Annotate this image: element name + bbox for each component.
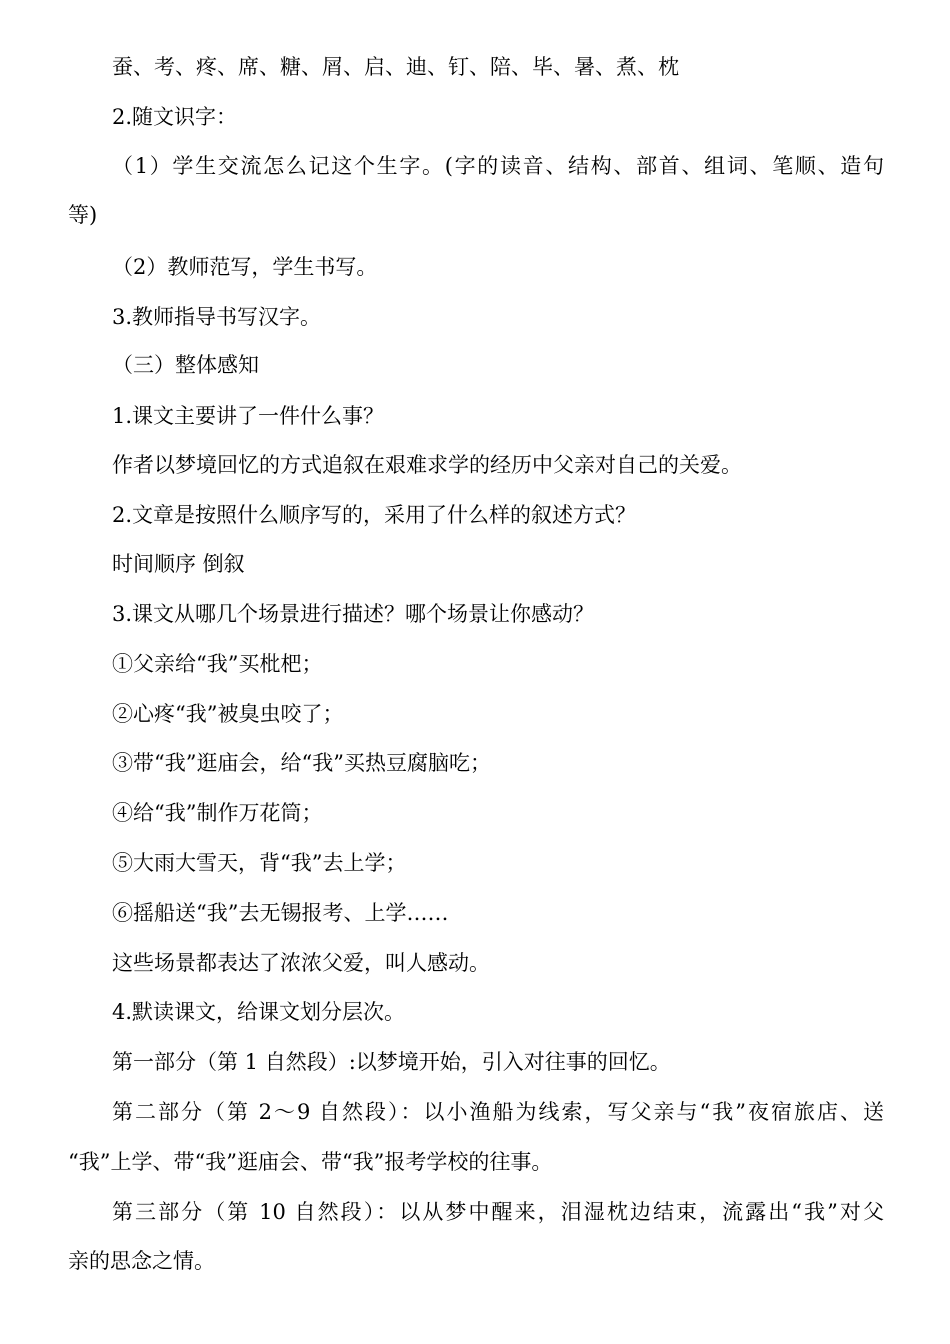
- list-item: ④给“我”制作万花筒；: [112, 801, 323, 825]
- question-line: 3.课文从哪几个场景进行描述？哪个场景让你感动？: [112, 602, 595, 626]
- section-part-line: 第一部分（第 1 自然段）:以梦境开始，引入对往事的回忆。: [112, 1050, 671, 1074]
- answer-line: 作者以梦境回忆的方式追叙在艰难求学的经历中父亲对自己的关爱。: [112, 453, 742, 477]
- section-part-line: 第二部分（第 2～9 自然段）：以小渔船为线索，写父亲与“我”夜宿旅店、送: [112, 1100, 884, 1124]
- step-heading: 2.随文识字：: [112, 105, 238, 129]
- list-item: ①父亲给“我”买枇杷；: [112, 652, 323, 676]
- list-item: ⑤大雨大雪天，背“我”去上学；: [112, 851, 407, 875]
- paragraph-line: （2）教师范写，学生书写。: [112, 255, 378, 279]
- paragraph-line: “我”上学、带“我”逛庙会、带“我”报考学校的往事。: [68, 1150, 553, 1174]
- vocab-characters-line: 蚕、考、疼、席、糖、屑、启、迪、钉、陪、毕、暑、煮、枕: [112, 55, 679, 79]
- question-line: 1.课文主要讲了一件什么事？: [112, 404, 385, 428]
- question-line: 2.文章是按照什么顺序写的，采用了什么样的叙述方式？: [112, 503, 637, 527]
- list-item: ③带“我”逛庙会，给“我”买热豆腐脑吃；: [112, 751, 491, 775]
- question-line: 4.默读课文，给课文划分层次。: [112, 1000, 406, 1024]
- section-part-line: 第三部分（第 10 自然段）：以从梦中醒来，泪湿枕边结束，流露出“我”对父: [112, 1200, 884, 1224]
- paragraph-line: （1）学生交流怎么记这个生字。(字的读音、结构、部首、组词、笔顺、造句: [112, 154, 884, 178]
- paragraph-line: 亲的思念之情。: [68, 1249, 215, 1273]
- answer-line: 这些场景都表达了浓浓父爱，叫人感动。: [112, 951, 490, 975]
- step-heading: 3.教师指导书写汉字。: [112, 305, 322, 329]
- paragraph-line: 等): [68, 203, 98, 227]
- list-item: ⑥摇船送“我”去无锡报考、上学……: [112, 901, 449, 925]
- answer-line: 时间顺序 倒叙: [112, 552, 245, 576]
- list-item: ②心疼“我”被臭虫咬了；: [112, 702, 344, 726]
- section-heading: （三）整体感知: [112, 353, 259, 377]
